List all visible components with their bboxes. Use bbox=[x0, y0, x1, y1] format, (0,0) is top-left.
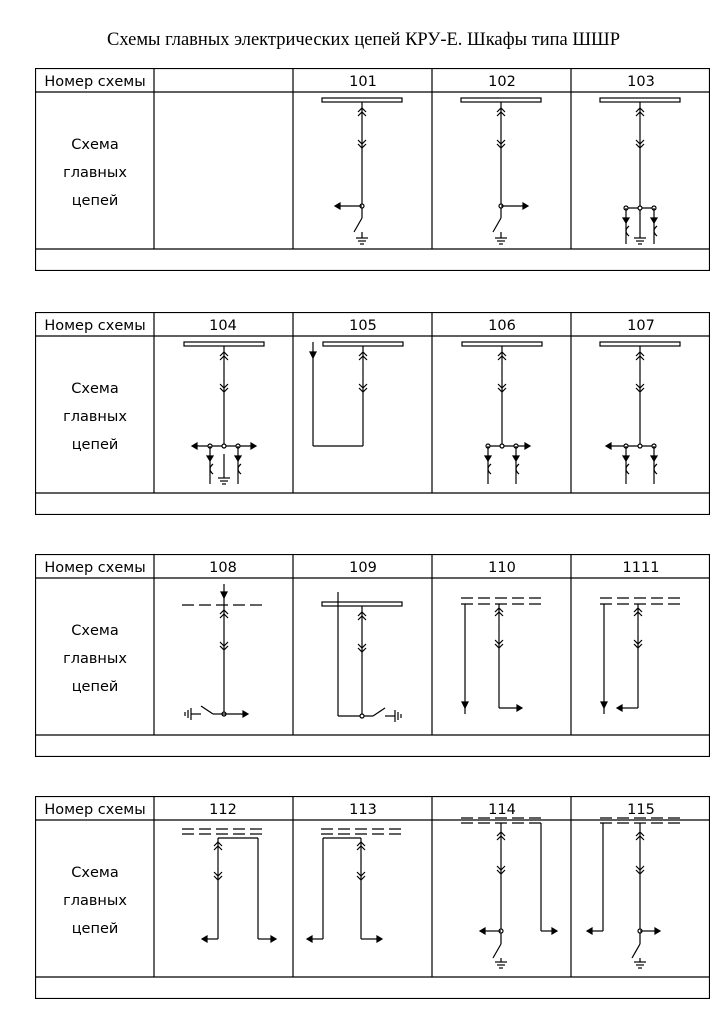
table-grid bbox=[35, 796, 710, 999]
scheme-table-2 bbox=[35, 312, 710, 515]
scheme-110-diagram bbox=[461, 598, 541, 714]
scheme-102-diagram bbox=[461, 98, 541, 244]
scheme-number: 104 bbox=[209, 318, 237, 334]
header-label: Номер схемы bbox=[44, 560, 146, 576]
scheme-number: 102 bbox=[488, 74, 516, 90]
row-label: цепей bbox=[71, 193, 119, 209]
scheme-112-diagram bbox=[182, 829, 276, 942]
scheme-number: 109 bbox=[349, 560, 377, 576]
row-label: главных bbox=[63, 651, 127, 667]
row-label: Схема bbox=[71, 381, 119, 397]
row-label: цепей bbox=[71, 679, 119, 695]
scheme-113-diagram bbox=[307, 829, 401, 942]
row-label: Схема bbox=[71, 865, 119, 881]
scheme-number: 101 bbox=[349, 74, 377, 90]
scheme-107-diagram bbox=[600, 342, 680, 484]
scheme-number: 108 bbox=[209, 560, 237, 576]
header-label: Номер схемы bbox=[44, 802, 146, 818]
scheme-106-diagram bbox=[462, 342, 542, 484]
scheme-1111-diagram bbox=[600, 598, 680, 714]
scheme-number: 106 bbox=[488, 318, 516, 334]
scheme-number: 115 bbox=[627, 802, 655, 818]
scheme-103-diagram bbox=[600, 98, 680, 244]
scheme-115-diagram bbox=[587, 818, 680, 968]
row-label: главных bbox=[63, 409, 127, 425]
scheme-101-diagram bbox=[322, 98, 402, 244]
scheme-number: 105 bbox=[349, 318, 377, 334]
row-label: Схема bbox=[71, 137, 119, 153]
row-label: цепей bbox=[71, 921, 119, 937]
table-grid bbox=[35, 554, 710, 757]
page-title: Схемы главных электрических цепей КРУ-Е. Шкафы типа ШШР bbox=[106, 30, 621, 50]
row-label: главных bbox=[63, 165, 127, 181]
row-label: главных bbox=[63, 893, 127, 909]
scheme-number: 112 bbox=[209, 802, 237, 818]
scheme-number: 110 bbox=[488, 560, 516, 576]
scheme-number: 1111 bbox=[622, 560, 660, 576]
row-label: Схема bbox=[71, 623, 119, 639]
scheme-104-diagram bbox=[184, 342, 264, 484]
header-label: Номер схемы bbox=[44, 74, 146, 90]
scheme-108-diagram bbox=[182, 584, 265, 720]
scheme-number: 113 bbox=[349, 802, 377, 818]
scheme-number: 103 bbox=[627, 74, 655, 90]
header-label: Номер схемы bbox=[44, 318, 146, 334]
scheme-table-4 bbox=[35, 796, 710, 999]
scheme-table-1 bbox=[35, 68, 710, 271]
scheme-number: 114 bbox=[488, 802, 516, 818]
scheme-114-diagram bbox=[461, 818, 557, 968]
scheme-table-3 bbox=[35, 554, 710, 757]
scheme-number: 107 bbox=[627, 318, 655, 334]
scheme-109-diagram bbox=[322, 592, 402, 722]
scheme-105-diagram bbox=[310, 342, 403, 446]
row-label: цепей bbox=[71, 437, 119, 453]
